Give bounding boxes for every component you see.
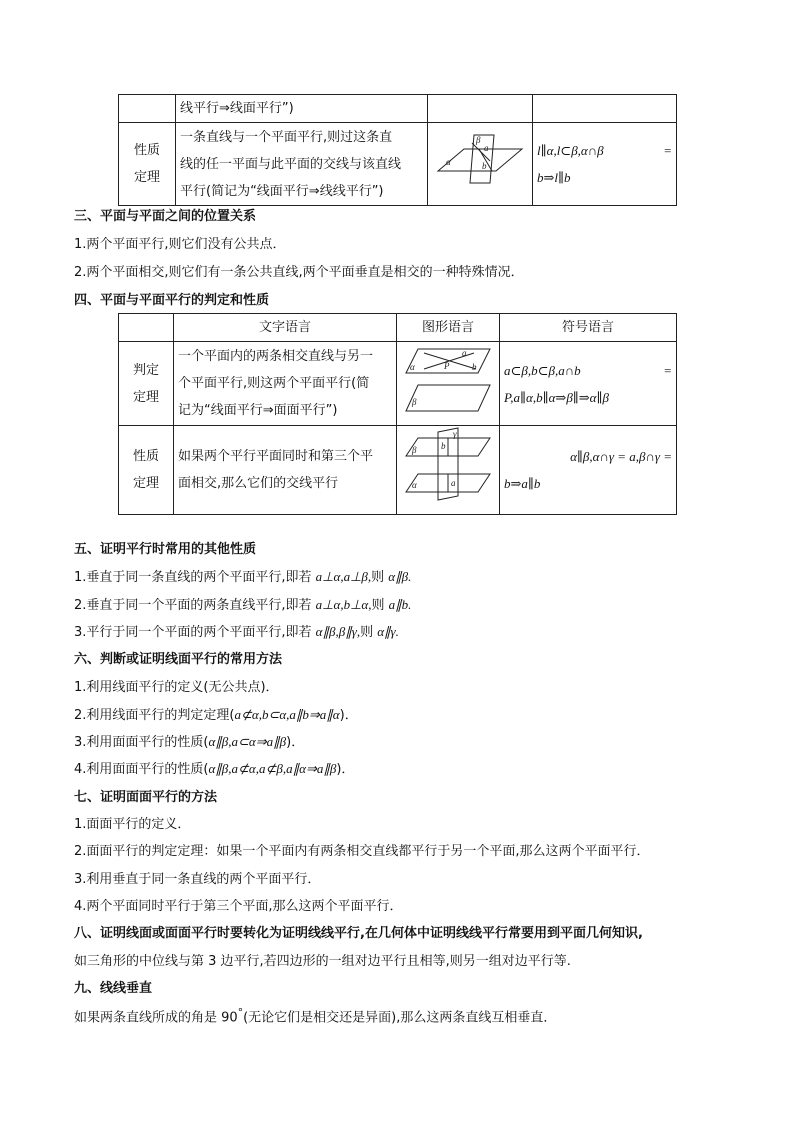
a-label: a — [462, 347, 467, 358]
list-item: 4.利用面面平行的性质(α∥β,a⊄α,a⊄β,a∥α⇒a∥β)． — [74, 761, 355, 777]
beta-label: β — [412, 445, 417, 455]
section-heading: 八、证明线面或面面平行时要转化为证明线线平行,在几何体中证明线线平行常要用到平面几何知识, — [74, 926, 643, 941]
alpha-label: α — [446, 157, 451, 167]
list-item: 3.利用面面平行的性质(α∥β,a⊂α⇒a∥β)． — [74, 734, 305, 750]
beta-label: β — [476, 135, 481, 145]
text-language-cell: 如果两个平行平面同时和第三个平 面相交,那么它们的交线平行 — [174, 426, 397, 515]
list-item: 3.利用垂直于同一条直线的两个平面平行． — [74, 872, 321, 887]
gamma-label: γ — [453, 429, 457, 439]
table-cell — [533, 95, 677, 123]
row-name: 判定 定理 — [119, 342, 174, 426]
column-header: 文字语言 — [174, 314, 397, 342]
row-name: 性质 定理 — [119, 123, 176, 206]
list-item: 1.垂直于同一条直线的两个平面平行,即若 a⊥α,a⊥β,则 α∥β. — [74, 569, 412, 585]
list-item: 1.两个平面平行,则它们没有公共点． — [74, 237, 286, 252]
table-row — [119, 123, 677, 206]
section-heading: 六、判断或证明线面平行的常用方法 — [74, 652, 283, 667]
b-label: b — [441, 441, 446, 451]
paragraph: 如三角形的中位线与第 3 边平行,若四边形的一组对边平行且相等,则另一组对边平行等. — [74, 954, 571, 969]
list-item: 2.利用线面平行的判定定理(a⊄α,b⊂α,a∥b⇒a∥α)． — [74, 707, 358, 723]
a-label: a — [484, 143, 489, 153]
plane-plane-parallel-table — [118, 313, 677, 515]
list-item: 2.垂直于同一个平面的两条直线平行,即若 a⊥α,b⊥α,则 a∥b. — [74, 597, 412, 613]
table-cell — [428, 95, 533, 123]
alpha-label: α — [410, 361, 415, 372]
beta-label: β — [412, 396, 417, 407]
b-label: b — [482, 161, 487, 171]
symbol-language-cell: a⊂β,b⊂β,a∩b = P,a∥α,b∥α⇒β∥⇒α∥β — [500, 342, 677, 426]
list-item: 2.两个平面相交,则它们有一条公共直线,两个平面垂直是相交的一种特殊情况． — [74, 265, 524, 280]
section-heading: 五、证明平行时常用的其他性质 — [74, 542, 257, 557]
list-item: 1.利用线面平行的定义(无公共点)． — [74, 680, 279, 695]
text-language-cell: 一个平面内的两条相交直线与另一 个平面平行,则这两个平面平行(简 记为“线面平行⇒面面平行”) — [174, 342, 397, 426]
plane-parallel-criterion-figure — [402, 343, 494, 415]
plane-parallel-property-figure — [402, 426, 494, 504]
table-header-row — [119, 314, 677, 342]
table-cell — [119, 95, 176, 123]
table-cell — [119, 314, 174, 342]
p-label: P — [444, 360, 450, 371]
figure-cell — [397, 426, 500, 515]
section-heading: 九、线线垂直 — [74, 981, 153, 996]
b-label: b — [472, 361, 477, 372]
symbol-language-cell: α∥β,α∩γ = a,β∩γ = b⇒a∥b — [500, 426, 677, 515]
row-name: 性质 定理 — [119, 426, 174, 515]
column-header: 图形语言 — [397, 314, 500, 342]
table-row — [119, 426, 677, 515]
list-item: 2.面面平行的判定定理：如果一个平面内有两条相交直线都平行于另一个平面,那么这两个平面平行． — [74, 844, 650, 859]
column-header: 符号语言 — [500, 314, 677, 342]
figure-cell — [397, 342, 500, 426]
list-item: 3.平行于同一个平面的两个平面平行,即若 α∥β,β∥γ,则 α∥γ. — [74, 624, 399, 640]
a-label: a — [451, 478, 456, 488]
table-cell: 线平行⇒线面平行”) — [176, 95, 428, 123]
line-plane-parallel-figure — [434, 131, 526, 187]
symbol-language-cell: l∥α,l⊂β,α∩β = b⇒l∥b — [533, 123, 677, 206]
paragraph: 如果两条直线所成的角是 90°(无论它们是相交还是异面),那么这两条直线互相垂直． — [74, 1006, 557, 1026]
section-heading: 七、证明面面平行的方法 — [74, 790, 218, 805]
list-item: 1.面面平行的定义． — [74, 817, 191, 832]
text-language-cell: 一条直线与一个平面平行,则过这条直 线的任一平面与此平面的交线与该直线 平行(简记为“线面平行⇒线线平行”) — [176, 123, 428, 206]
table-row — [119, 342, 677, 426]
section-heading: 四、平面与平面平行的判定和性质 — [74, 293, 270, 308]
list-item: 4.两个平面同时平行于第三个平面,那么这两个平面平行． — [74, 899, 403, 914]
line-plane-parallel-table — [118, 94, 677, 206]
section-heading: 三、平面与平面之间的位置关系 — [74, 209, 257, 224]
figure-cell — [428, 123, 533, 206]
alpha-label: α — [412, 480, 417, 490]
table-row — [119, 95, 677, 123]
